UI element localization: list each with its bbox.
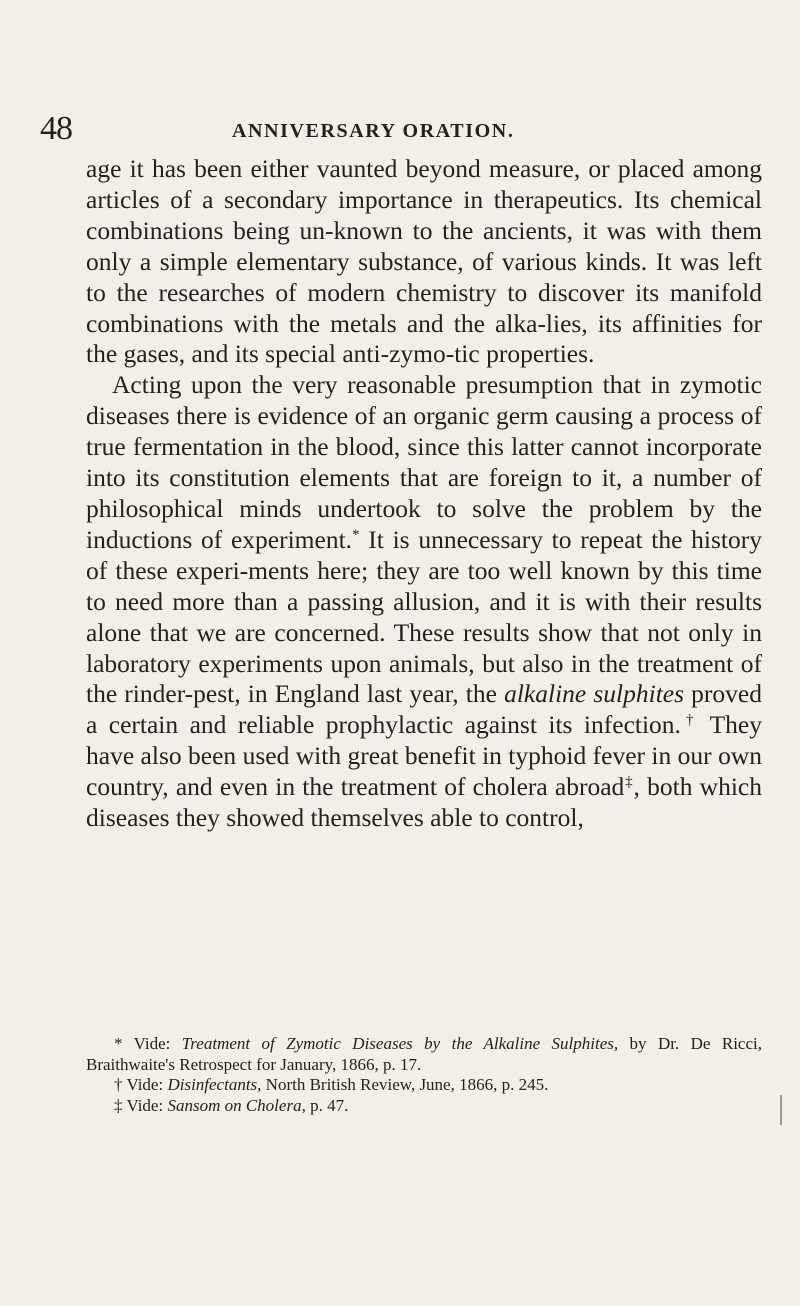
paragraph-2 [86, 370, 762, 834]
footnote-3-title: Sansom on Cholera, [167, 1095, 306, 1115]
paragraph-1: age it has been either vaunted beyond measure, or placed among articles of a secondary importance in therapeutics. Its chemical combinations being un-known to the ancients, it was with them only a simple elementary substance, of various kinds. It was left to the researches of modern chemistry to discover its manifold combinations with the metals and the alka-lies, its affinities for the gases, and its special anti-zymo-tic properties. [86, 154, 762, 369]
page-number: 48 [40, 110, 72, 147]
footnote-2-rest: North British Review, June, 1866, p. 245. [261, 1075, 549, 1095]
footnotes [86, 1034, 762, 1116]
paragraph-2-text-c: proved a certain and reliable prophylactic against its infection. [86, 679, 762, 740]
paragraph-2-text-a: Acting upon the very reasonable presumption that in zymotic diseases there is evidence of an organic germ causing a process of true fermentation in the blood, since this latter cannot incorporate into its constitution elements that are foreign to it, a number of philosophical minds undertook to solve the problem by the inductions of experiment. [86, 370, 762, 554]
footnote-1 [86, 1034, 762, 1075]
margin-mark [780, 1095, 782, 1125]
footnote-3 [86, 1096, 762, 1117]
footnote-1-rest: by Dr. De Ricci, Braithwaite's Retrospect for January, 1866, p. 17. [86, 1034, 762, 1074]
footnote-ref-3: ‡ [624, 774, 634, 791]
footnote-2 [86, 1075, 762, 1096]
body-text [86, 154, 762, 834]
footnote-ref-2: † [680, 712, 699, 729]
footnote-3-mark: ‡ Vide: [114, 1095, 168, 1115]
paragraph-2-text-b: It is unnecessary to repeat the history of these experi-ments here; they are too well known by this time to need more than a passing allusion, and it is with their results alone that we are concerned. These results show that not only in laboratory experiments upon animals, but also in the treatment of the rinder-pest, in England last year, the [86, 524, 762, 709]
footnote-ref-1: * [352, 526, 360, 543]
running-head: ANNIVERSARY ORATION. [232, 120, 515, 142]
footnote-2-title: Disinfectants, [167, 1075, 262, 1095]
paragraph-2-text-e: , both which diseases they showed themselves able to control, [86, 772, 762, 833]
paragraph-2-text-d: They have also been used with great benefit in typhoid fever in our own country, and even in the treatment of cholera abroad [86, 710, 763, 802]
footnote-2-mark: † Vide: [114, 1075, 168, 1095]
footnote-1-title: Treatment of Zymotic Diseases by the Alkaline Sulphites, [181, 1034, 619, 1053]
alkaline-sulphites-italic: alkaline sulphites [504, 679, 685, 709]
footnote-1-mark: * Vide: [114, 1034, 182, 1053]
footnote-3-rest: p. 47. [305, 1095, 349, 1115]
